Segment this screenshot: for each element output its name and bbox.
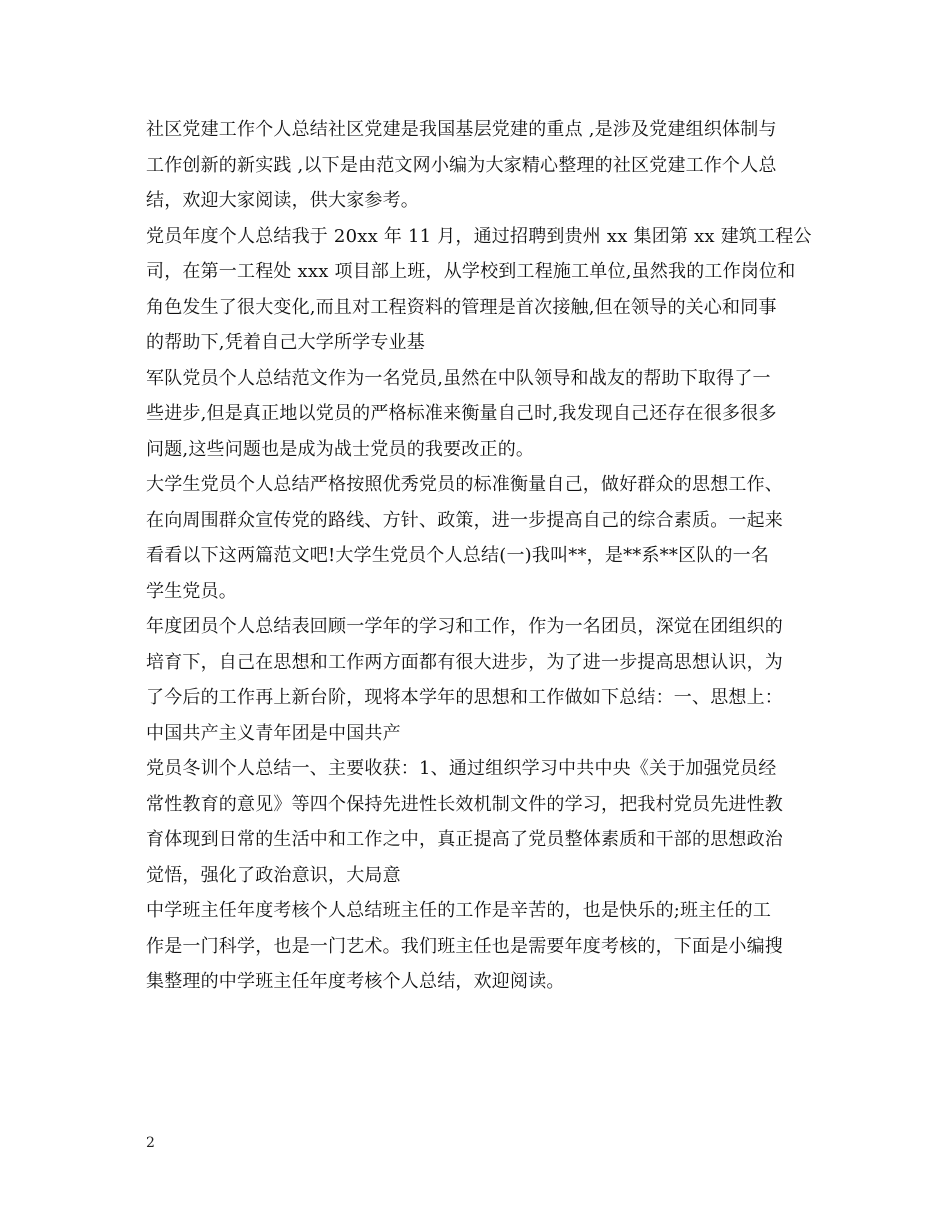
paragraph-military-party-member-summary bbox=[146, 361, 814, 468]
text-line: 司，在第一工程处 xxx 项目部上班，从学校到工程施工单位,虽然我的工作岗位和 bbox=[146, 261, 796, 282]
text-line: 育体现到日常的生活中和工作之中，真正提高了党员整体素质和干部的思想政治 bbox=[146, 829, 783, 850]
paragraph-winter-training-summary bbox=[146, 751, 814, 893]
paragraph-student-party-member-summary bbox=[146, 467, 814, 609]
text-line: 党员年度个人总结我于 20xx 年 11 月，通过招聘到贵州 xx 集团第 xx 建筑工程公 bbox=[146, 225, 812, 247]
paragraph-head-teacher-assessment bbox=[146, 893, 814, 1000]
text-line: 问题,这些问题也是成为战士党员的我要改正的。 bbox=[146, 438, 535, 460]
document-body bbox=[146, 112, 814, 1000]
text-line: 了今后的工作再上新台阶，现将本学年的思想和工作做如下总结：一、思想上： bbox=[146, 687, 783, 708]
text-line: 中国共产主义青年团是中国共产 bbox=[146, 722, 401, 744]
text-line: 觉悟，强化了政治意识，大局意 bbox=[146, 864, 401, 886]
text-line: 工作创新的新实践 ,以下是由范文网小编为大家精心整理的社区党建工作个人总 bbox=[146, 154, 777, 176]
text-line: 作是一门科学，也是一门艺术。我们班主任也是需要年度考核的，下面是小编搜 bbox=[146, 935, 783, 957]
text-line: 结，欢迎大家阅读，供大家参考。 bbox=[146, 190, 419, 211]
text-line: 在向周围群众宣传党的路线、方针、政策，进一步提高自己的综合素质。一起来 bbox=[146, 509, 783, 531]
paragraph-annual-party-member-summary bbox=[146, 219, 814, 361]
text-line: 党员冬训个人总结一、主要收获：1、通过组织学习中共中央《关于加强党员经 bbox=[146, 758, 777, 779]
text-line: 集整理的中学班主任年度考核个人总结，欢迎阅读。 bbox=[146, 971, 565, 992]
text-line: 角色发生了很大变化,而且对工程资料的管理是首次接触,但在领导的关心和同事 bbox=[146, 296, 777, 318]
paragraph-community-party-building bbox=[146, 112, 814, 219]
text-line: 大学生党员个人总结严格按照优秀党员的标准衡量自己，做好群众的思想工作、 bbox=[146, 474, 783, 495]
text-line: 学生党员。 bbox=[146, 580, 237, 602]
text-line: 军队党员个人总结范文作为一名党员,虽然在中队领导和战友的帮助下取得了一 bbox=[146, 367, 771, 389]
text-line: 些进步,但是真正地以党员的严格标准来衡量自己时,我发现自己还存在很多很多 bbox=[146, 403, 777, 424]
text-line: 中学班主任年度考核个人总结班主任的工作是辛苦的，也是快乐的;班主任的工 bbox=[146, 900, 772, 921]
text-line: 培育下，自己在思想和工作两方面都有很大进步，为了进一步提高思想认识，为 bbox=[146, 651, 783, 673]
text-line: 年度团员个人总结表回顾一学年的学习和工作，作为一名团员，深觉在团组织的 bbox=[146, 616, 783, 637]
page-number: 2 bbox=[146, 1135, 155, 1151]
text-line: 看看以下这两篇范文吧!大学生党员个人总结(一)我叫**，是**系**区队的一名 bbox=[146, 545, 770, 566]
text-line: 社区党建工作个人总结社区党建是我国基层党建的重点 ,是涉及党建组织体制与 bbox=[146, 119, 777, 140]
text-line: 的帮助下,凭着自己大学所学专业基 bbox=[146, 332, 425, 353]
paragraph-league-member-summary bbox=[146, 609, 814, 751]
text-line: 常性教育的意见》等四个保持先进性长效机制文件的学习，把我村党员先进性教 bbox=[146, 793, 783, 815]
